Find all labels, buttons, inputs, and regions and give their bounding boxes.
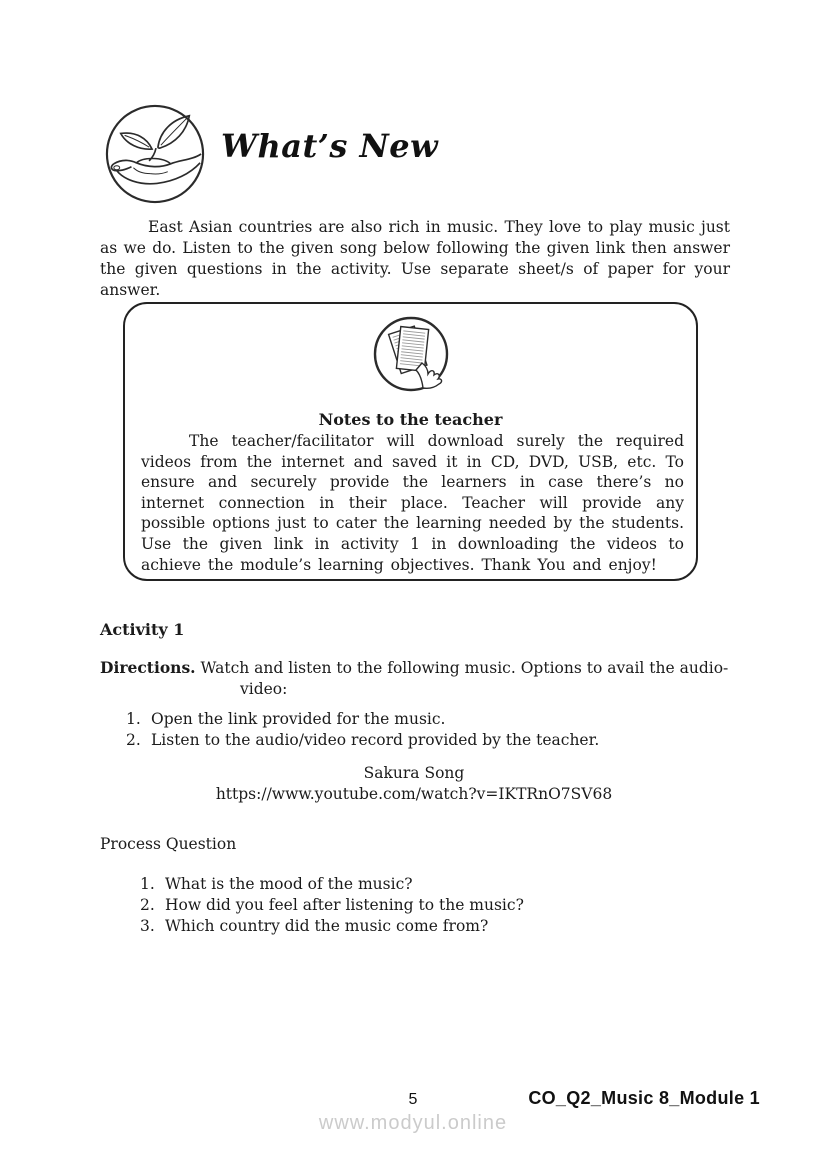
list-number: 2. bbox=[126, 730, 141, 749]
list-text: How did you feel after listening to the music? bbox=[165, 895, 524, 914]
activity-options-list bbox=[126, 709, 599, 751]
list-number: 1. bbox=[140, 875, 155, 893]
page-number: 5 bbox=[408, 1091, 418, 1108]
notes-heading: Notes to the teacher bbox=[318, 410, 503, 429]
list-text: Which country did the music come from? bbox=[165, 916, 489, 935]
list-number: 2. bbox=[140, 895, 155, 914]
directions-label: Directions. bbox=[100, 658, 196, 677]
module-code: CO_Q2_Music 8_Module 1 bbox=[528, 1088, 760, 1108]
list-number: 1. bbox=[126, 710, 141, 728]
list-item bbox=[140, 895, 524, 916]
activity-title: Activity 1 bbox=[100, 620, 185, 639]
directions-text: Watch and listen to the following music. Options to avail the audio- bbox=[200, 659, 729, 677]
directions-line bbox=[100, 658, 728, 677]
whats-new-logo bbox=[104, 103, 206, 205]
list-item bbox=[126, 709, 599, 730]
list-item bbox=[140, 916, 524, 937]
process-question-title: Process Question bbox=[100, 835, 237, 853]
song-block bbox=[100, 763, 728, 805]
list-item bbox=[126, 730, 599, 751]
page-title: What’s New bbox=[221, 127, 439, 165]
directions-text-continued: video: bbox=[240, 680, 288, 698]
process-question-list bbox=[140, 874, 524, 936]
list-text: What is the mood of the music? bbox=[165, 875, 413, 893]
song-link: https://www.youtube.com/watch?v=IKTRnO7SV68 bbox=[215, 785, 613, 803]
papers-in-hand-icon bbox=[371, 314, 451, 394]
notes-body: The teacher/facilitator will download surely the required videos from the internet and saved it in CD, DVD, USB, etc. To ensure and securely provide the learners in case there’s no internet connection in their place. Teacher will provide any possible options just to cater the learning needed by the students. Use the given link in activity 1 in downloading the videos to achieve the module’s learning objectives. Thank You and enjoy! bbox=[141, 432, 684, 574]
notes-to-teacher-box bbox=[123, 302, 698, 581]
list-text: Listen to the audio/video record provided by the teacher. bbox=[151, 730, 600, 749]
watermark: www.modyul.online bbox=[318, 1112, 508, 1134]
list-item bbox=[140, 874, 524, 895]
intro-paragraph: East Asian countries are also rich in music. They love to play music just as we do. Listen to the given song below following the given link then answer the given questions in the activity. Use separate sheet/s of paper for your answer. bbox=[100, 218, 730, 299]
hand-holding-plant-icon bbox=[104, 103, 206, 205]
list-text: Open the link provided for the music. bbox=[151, 710, 446, 728]
list-number: 3. bbox=[140, 916, 155, 935]
song-title: Sakura Song bbox=[363, 764, 465, 782]
